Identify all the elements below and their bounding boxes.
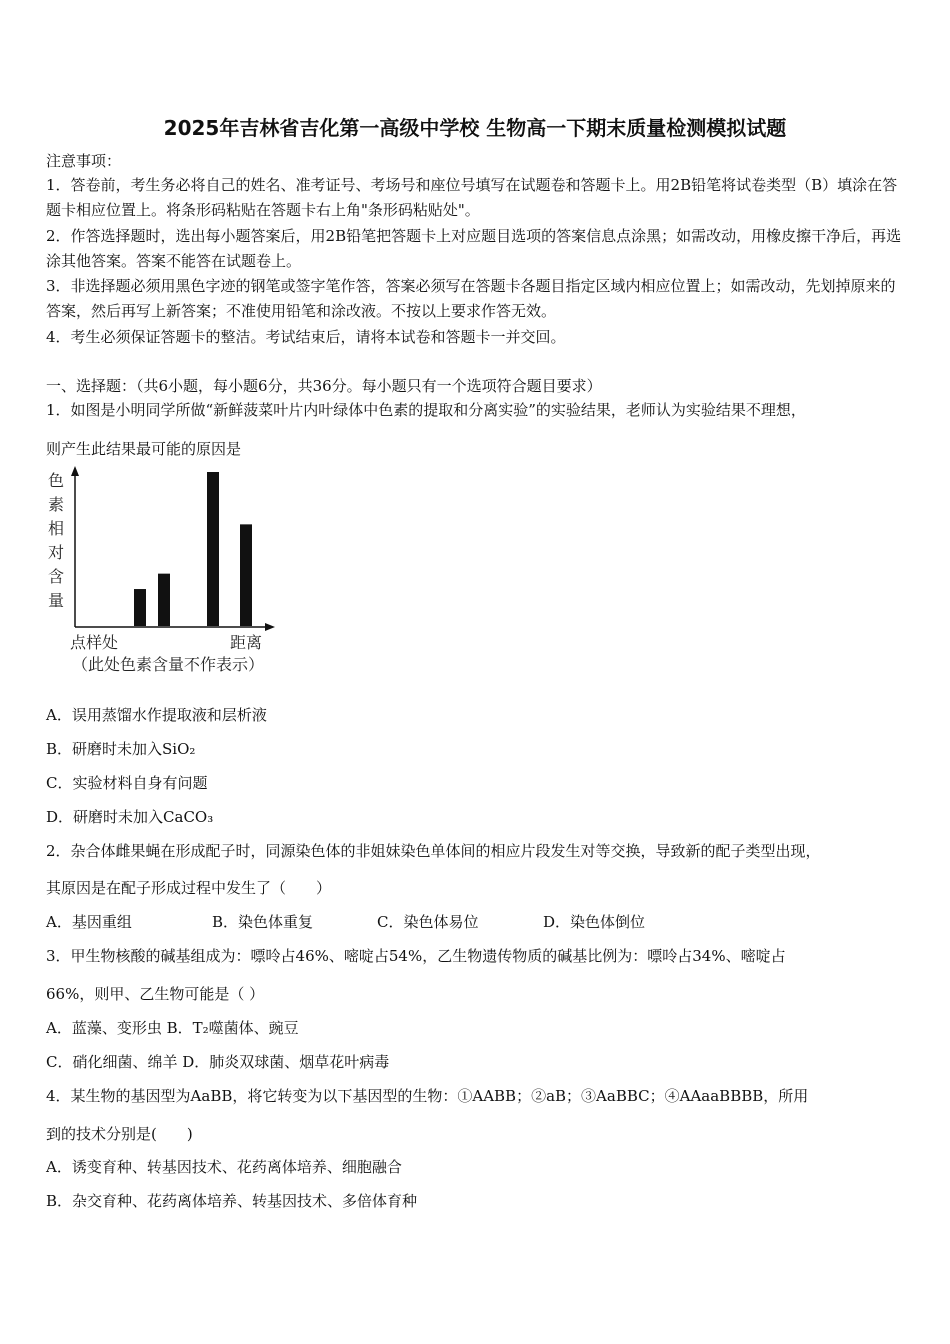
- q1-option-c: C．实验材料自身有问题: [46, 774, 208, 792]
- q3-option-ab: A．蓝藻、变形虫 B．T₂噬菌体、豌豆: [46, 1019, 299, 1037]
- q2-stem-line1: 2．杂合体雌果蝇在形成配子时，同源染色体的非姐妹染色单体间的相应片段发生对等交换，导致新的配子类型出现，: [46, 842, 821, 860]
- q2-option-c: C．染色体易位: [377, 913, 479, 931]
- q2-option-d: D．染色体倒位: [543, 913, 646, 931]
- chart-origin-label: 点样处: [70, 633, 119, 652]
- chart-note: （此处色素含量不作表示）: [72, 655, 265, 674]
- q1-option-b: B．研磨时未加入SiO₂: [46, 740, 196, 758]
- q1-stem-line1: 1．如图是小明同学所做“新鲜菠菜叶片内叶绿体中色素的提取和分离实验”的实验结果，老师认为实验结果不理想，: [46, 401, 806, 419]
- q1-option-d: D．研磨时未加入CaCO₃: [46, 808, 214, 826]
- chart-ylabel-char: 素: [48, 495, 67, 514]
- chart-ylabel-char: 对: [48, 543, 67, 562]
- chart-ylabel-char: 色: [48, 471, 67, 490]
- notice-item-2: 2．作答选择题时，选出每小题答案后，用2B铅笔把答题卡上对应题目选项的答案信息点涂黑；如需改动，用橡皮擦干净后，再选涂其他答案。答案不能答在试题卷上。: [46, 227, 902, 270]
- chart-xlabel: 距离: [230, 633, 263, 652]
- q2-option-a: A．基因重组: [46, 913, 132, 931]
- section-heading: 一、选择题：（共6小题，每小题6分，共36分。每小题只有一个选项符合题目要求）: [46, 377, 602, 395]
- chart-y-arrow: [71, 466, 79, 476]
- chart-ylabel-char: 相: [48, 519, 67, 538]
- notice-heading: 注意事项：: [46, 152, 122, 170]
- pigment-chart: [30, 462, 290, 682]
- notice-item-4: 4．考生必须保证答题卡的整洁。考试结束后，请将本试卷和答题卡一并交回。: [46, 328, 566, 346]
- notice-item-1: 1．答卷前，考生务必将自己的姓名、准考证号、考场号和座位号填写在试题卷和答题卡上。用2B铅笔将试卷类型（B）填涂在答题卡相应位置上。将条形码粘贴在答题卡右上角"条形码粘贴处"。: [46, 176, 898, 219]
- chart-bar-1: [134, 589, 146, 626]
- chart-ylabel-char: 含: [48, 567, 67, 586]
- notice-item-3: 3．非选择题必须用黑色字迹的钢笔或签字笔作答，答案必须写在答题卡各题目指定区域内相应位置上；如需改动，先划掉原来的答案，然后再写上新答案；不准使用铅笔和涂改液。不按以上要求作答无效。: [46, 277, 896, 320]
- page-title: 2025年吉林省吉化第一高级中学校 生物高一下期末质量检测模拟试题: [163, 116, 787, 140]
- q1-option-a: A．误用蒸馏水作提取液和层析液: [46, 706, 267, 724]
- chart-bar-3: [207, 472, 219, 626]
- q2-option-b: B．染色体重复: [212, 913, 314, 931]
- chart-bar-4: [240, 524, 252, 626]
- q3-option-cd: C．硝化细菌、绵羊 D．肺炎双球菌、烟草花叶病毒: [46, 1053, 390, 1071]
- q4-stem-line2: 到的技术分别是( ): [46, 1125, 193, 1143]
- chart-x-arrow: [265, 623, 275, 631]
- chart-bars: [134, 472, 252, 626]
- q1-stem-line2: 则产生此结果最可能的原因是: [46, 440, 242, 458]
- q2-stem-line2: 其原因是在配子形成过程中发生了（ ）: [46, 879, 332, 897]
- q4-stem-line1: 4．某生物的基因型为AaBB，将它转变为以下基因型的生物：①AABB；②aB；③AaBBC；④AAaaBBBB，所用: [46, 1087, 809, 1105]
- q3-stem-line1: 3．甲生物核酸的碱基组成为：嘌呤占46%、嘧啶占54%，乙生物遗传物质的碱基比例为：嘌呤占34%、嘧啶占: [46, 947, 786, 965]
- chart-ylabel-char: 量: [48, 591, 67, 610]
- chart-bar-2: [158, 574, 170, 626]
- q3-stem-line2: 66%，则甲、乙生物可能是（ ）: [46, 985, 265, 1003]
- chart-ylabel: [48, 471, 66, 610]
- q4-option-a: A．诱变育种、转基因技术、花药离体培养、细胞融合: [46, 1158, 402, 1176]
- q4-option-b: B．杂交育种、花药离体培养、转基因技术、多倍体育种: [46, 1192, 418, 1210]
